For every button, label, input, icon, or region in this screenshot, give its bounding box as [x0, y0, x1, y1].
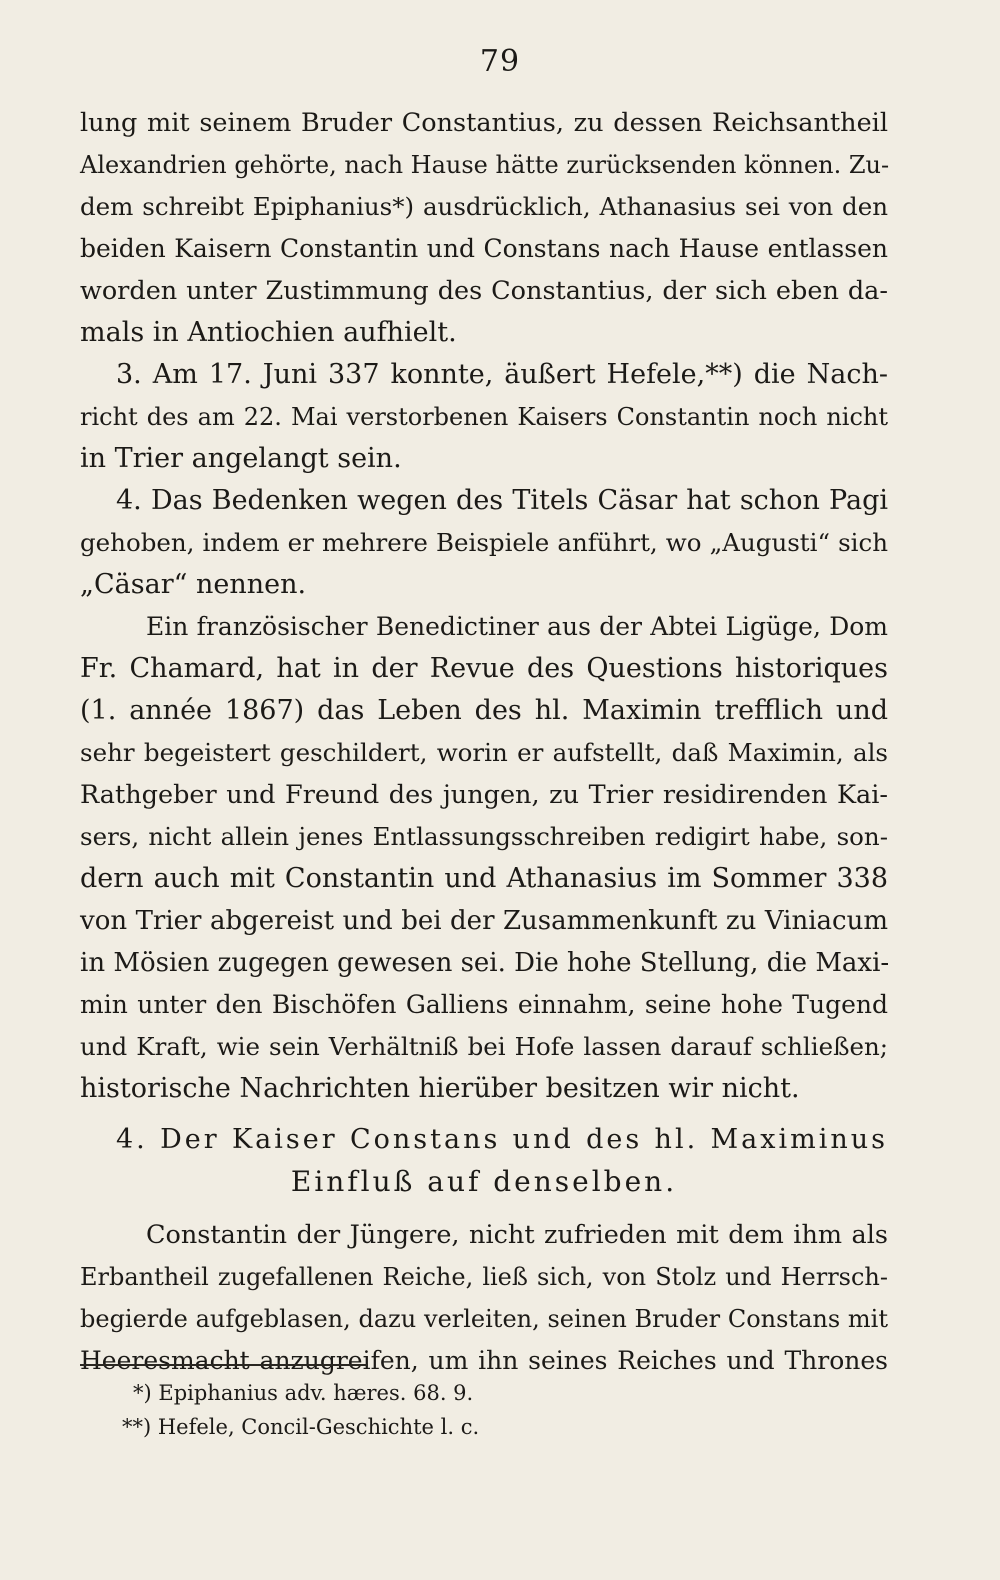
text-line: Fr. Chamard, hat in der Revue des Questions historiques	[80, 653, 888, 684]
text-line: 4. Das Bedenken wegen des Titels Cäsar hat schon Pagi	[116, 485, 888, 516]
text-line: Heeresmacht anzugreifen, um ihn seines Reiches und Thrones	[80, 1346, 888, 1375]
text-line: dern auch mit Constantin und Athanasius im Sommer 338	[80, 863, 888, 894]
text-line: Rathgeber und Freund des jungen, zu Trier residirenden Kai-	[80, 780, 888, 810]
section-heading-subtitle: Einfluß auf denselben.	[290, 1165, 678, 1198]
text-line: und Kraft, wie sein Verhältniß bei Hofe lassen darauf schließen;	[80, 1032, 888, 1061]
footnote: **) Hefele, Concil-Geschichte l. c.	[122, 1415, 480, 1439]
text-line: mals in Antiochien aufhielt.	[80, 317, 457, 348]
text-line: Erbantheil zugefallenen Reiche, ließ sich, von Stolz und Herrsch-	[80, 1263, 888, 1291]
text-line: Ein französischer Benedictiner aus der Abtei Ligüge, Dom	[146, 612, 888, 641]
text-line: sehr begeistert geschildert, worin er aufstellt, daß Maximin, als	[80, 738, 888, 767]
text-line: lung mit seinem Bruder Constantius, zu dessen Reichsantheil	[80, 108, 888, 138]
text-line: begierde aufgeblasen, dazu verleiten, seinen Bruder Constans mit	[80, 1305, 888, 1333]
text-line: „Cäsar“ nennen.	[80, 569, 307, 600]
page-number: 79	[479, 44, 521, 79]
text-line: von Trier abgereist und bei der Zusammenkunft zu Viniacum	[80, 906, 888, 936]
text-line: in Mösien zugegen gewesen sei. Die hohe Stellung, die Maxi-	[80, 948, 890, 978]
footnote: *) Epiphanius adv. hæres. 68. 9.	[133, 1381, 474, 1405]
text-line: historische Nachrichten hierüber besitzen wir nicht.	[80, 1073, 800, 1104]
text-line: min unter den Bischöfen Galliens einnahm, seine hohe Tugend	[80, 990, 888, 1019]
text-line: in Trier angelangt sein.	[80, 443, 402, 474]
text-line: richt des am 22. Mai verstorbenen Kaisers Constantin noch nicht	[80, 403, 888, 431]
section-heading: 4. Der Kaiser Constans und des hl. Maximinus	[116, 1124, 888, 1155]
text-line: (1. année 1867) das Leben des hl. Maximin trefflich und	[80, 695, 888, 726]
text-line: 3. Am 17. Juni 337 konnte, äußert Hefele,**) die Nach-	[116, 359, 888, 390]
footnote-rule	[80, 1364, 368, 1366]
text-line: dem schreibt Epiphanius*) ausdrücklich, Athanasius sei von den	[80, 192, 888, 221]
text-line: Constantin der Jüngere, nicht zufrieden mit dem ihm als	[146, 1220, 888, 1250]
text-line: beiden Kaisern Constantin und Constans nach Hause entlassen	[80, 234, 888, 263]
text-line: gehoben, indem er mehrere Beispiele anführt, wo „Augusti“ sich	[80, 528, 888, 557]
text-line: Alexandrien gehörte, nach Hause hätte zurücksenden können. Zu-	[80, 151, 890, 179]
text-line: sers, nicht allein jenes Entlassungsschreiben redigirt habe, son-	[80, 822, 888, 851]
text-line: worden unter Zustimmung des Constantius, der sich eben da-	[80, 276, 888, 306]
